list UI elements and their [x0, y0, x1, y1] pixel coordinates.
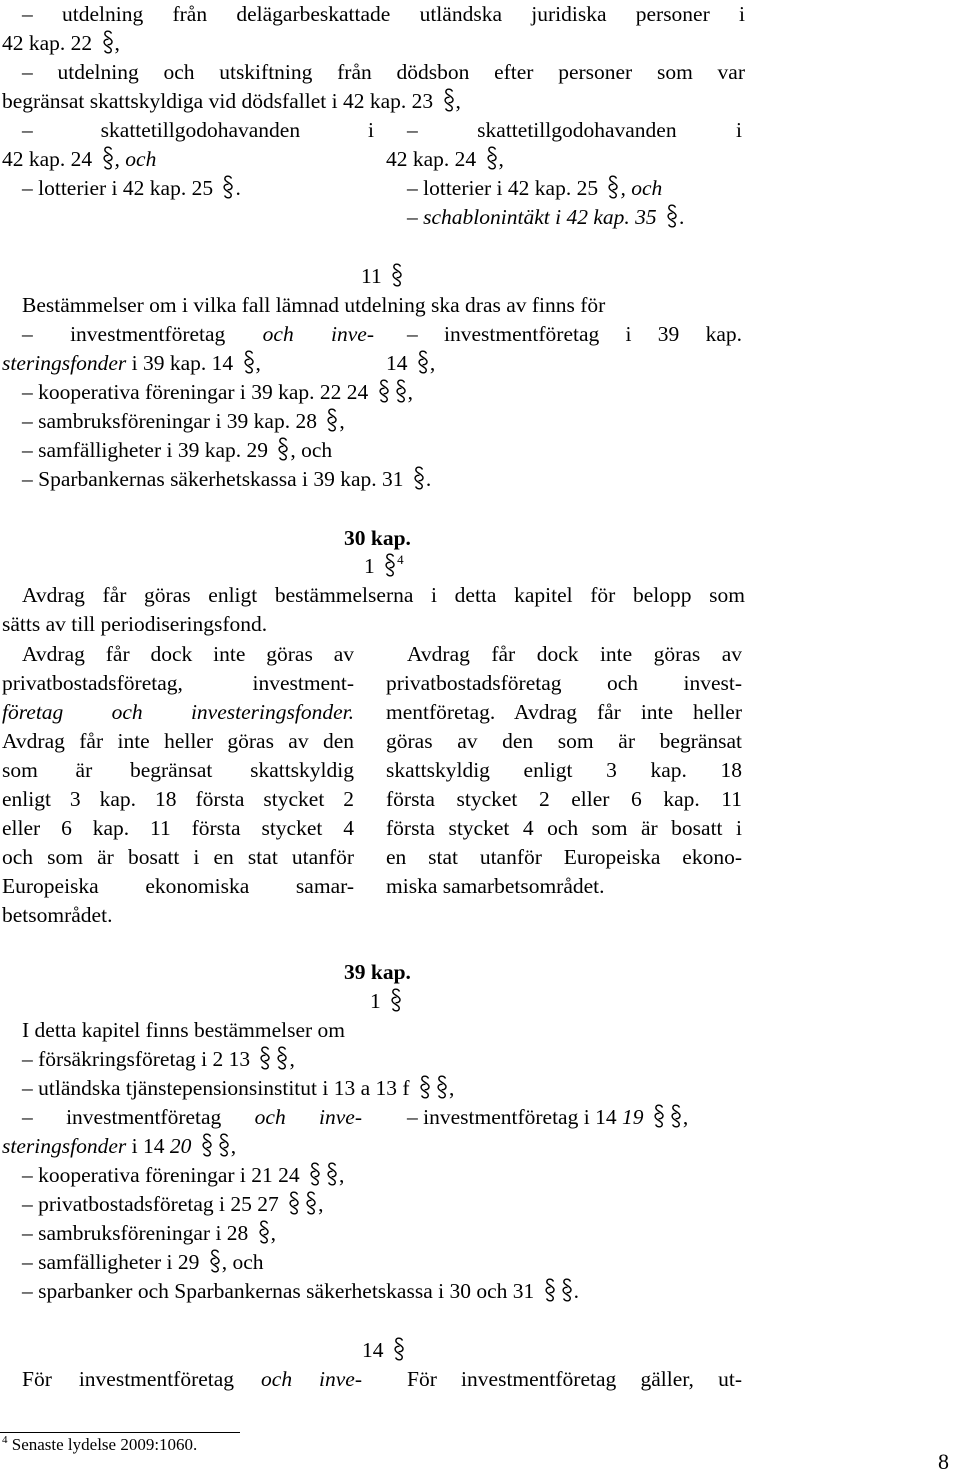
chapter-39-title: 39 kap. [344, 960, 411, 984]
section-14-right: För investmentföretag gäller, ut- [407, 1367, 742, 1391]
right-line-7: – lotterier i 42 kap. 25 , och [407, 176, 663, 200]
section-sign-icon [208, 1249, 222, 1273]
section-sign-icon [257, 1220, 271, 1244]
section-sign-icon [276, 437, 290, 461]
c30-left-line-7: eller 6 kap. 11 första stycket 4 [2, 816, 354, 840]
c30-left-line-10: betsområdet. [2, 903, 113, 927]
section-sign-icon [606, 175, 620, 199]
c30-right-line-9: miska samarbetsområdet. [386, 874, 605, 898]
section-sign-icon [325, 1162, 339, 1186]
section-sign-icon [101, 30, 115, 54]
section-11-left-b: steringsfonder i 39 kap. 14 , [2, 351, 261, 375]
section-sign-icon [325, 408, 339, 432]
footnote-number: 4 [2, 1434, 8, 1446]
chapter-39-left-a: – investmentföretag och inve- [22, 1105, 363, 1129]
section-sign-icon [543, 1278, 557, 1302]
c30-right-line-2: privatbostadsföretag och invest- [386, 671, 742, 695]
section-11-item-4: – Sparbankernas säkerhetskassa i 39 kap. 31 . [22, 467, 432, 491]
c30-left-line-2: privatbostadsföretag, investment- [2, 671, 354, 695]
c30-left-line-5: som är begränsat skattskyldig [2, 758, 354, 782]
chapter-39-section: 1 [370, 987, 403, 1016]
section-sign-icon [308, 1162, 322, 1186]
chapter-39-item-6: – samfälligheter i 29 , och [22, 1250, 264, 1274]
section-sign-icon [390, 263, 404, 287]
chapter-39-item-3: – kooperativa föreningar i 21 24 , [22, 1163, 345, 1187]
section-sign-icon [652, 1104, 666, 1128]
section-14-left: För investmentföretag och inve- [22, 1367, 363, 1391]
c30-left-line-8: och som är bosatt i en stat utanför [2, 845, 354, 869]
section-sign-icon [287, 1191, 301, 1215]
section-sign-icon [221, 175, 235, 199]
section-sign-icon [200, 1133, 214, 1157]
top-line-2: 42 kap. 22 , [2, 31, 120, 55]
top-line-3: – utdelning och utskiftning från dödsbon efter personer som var [22, 60, 745, 84]
section-sign-icon [394, 379, 408, 403]
section-sign-icon [304, 1191, 318, 1215]
right-line-8: – schablonintäkt i 42 kap. 35 . [407, 205, 685, 229]
section-sign-icon [383, 553, 397, 577]
c30-right-line-3: mentföretag. Avdrag får inte heller [386, 700, 742, 724]
c30-right-line-5: skattskyldig enligt 3 kap. 18 [386, 758, 742, 782]
section-sign-icon [392, 1337, 406, 1361]
section-11-right-b: 14 , [386, 351, 436, 375]
chapter-39-item-4: – privatbostadsföretag i 25 27 , [22, 1192, 324, 1216]
section-14-heading: 14 [362, 1336, 406, 1365]
chapter-30-section: 1 $^4$ [364, 552, 404, 578]
c30-left-line-9: Europeiska ekonomiska samar- [2, 874, 354, 898]
c30-right-line-8: en stat utanför Europeiska ekono- [386, 845, 742, 869]
section-sign-icon [377, 379, 391, 403]
page-number: 8 [938, 1449, 949, 1474]
chapter-39-item-5: – sambruksföreningar i 28 , [22, 1221, 277, 1245]
section-11-right-a: – investmentföretag i 39 kap. [407, 322, 742, 346]
right-line-5: – skattetillgodohavanden i [407, 118, 742, 142]
section-sign-icon [442, 88, 456, 112]
section-11-item-3: – samfälligheter i 39 kap. 29 , och [22, 438, 333, 462]
chapter-39-item-2: – utländska tjänstepensionsinstitut i 13 a 13 f , [22, 1076, 455, 1100]
section-sign-icon [560, 1278, 574, 1302]
chapter-30-title: 30 kap. [344, 526, 411, 550]
c30-left-line-6: enligt 3 kap. 18 första stycket 2 [2, 787, 354, 811]
c30-right-line-6: första stycket 2 eller 6 kap. 11 [386, 787, 742, 811]
footnote-rule [0, 1432, 240, 1433]
top-line-1: – utdelning från delägarbeskattade utländska juridiska personer i [22, 2, 745, 26]
left-line-7: – lotterier i 42 kap. 25 . [22, 176, 241, 200]
chapter-30-p1-line-1: Avdrag får göras enligt bestämmelserna i detta kapitel för belopp som [22, 583, 745, 607]
section-sign-icon [389, 988, 403, 1012]
section-sign-icon [258, 1046, 272, 1070]
left-line-6: 42 kap. 24 , och [2, 147, 157, 171]
c30-left-line-3: företag och investeringsfonder. [2, 700, 354, 724]
right-line-6: 42 kap. 24 , [386, 147, 504, 171]
section-sign-icon [217, 1133, 231, 1157]
section-sign-icon [275, 1046, 289, 1070]
section-sign-icon [435, 1075, 449, 1099]
chapter-39-item-7: – sparbanker och Sparbankernas säkerhetskassa i 30 och 31 . [22, 1279, 580, 1303]
c30-right-line-7: första stycket 4 och som är bosatt i [386, 816, 742, 840]
section-11-intro: Bestämmelser om i vilka fall lämnad utdelning ska dras av finns för [22, 293, 606, 317]
c30-right-line-4: göras av den som är begränsat [386, 729, 742, 753]
section-sign-icon [485, 146, 499, 170]
chapter-39-left-b: steringsfonder i 14 20 , [2, 1134, 237, 1158]
top-line-4: begränsat skattskyldiga vid dödsfallet i 42 kap. 23 , [2, 89, 461, 113]
section-sign-icon [412, 466, 426, 490]
footnote-ref: 4 [397, 552, 404, 567]
footnote: $^4$ Senaste lydelse 2009:1060. [2, 1434, 198, 1454]
c30-left-line-4: Avdrag får inte heller göras av den [2, 729, 354, 753]
section-11-item-1: – kooperativa föreningar i 39 kap. 22 24 , [22, 380, 414, 404]
section-sign-icon [665, 204, 679, 228]
left-line-5: – skattetillgodohavanden i [22, 118, 374, 142]
section-sign-icon [101, 146, 115, 170]
chapter-39-right-a: – investmentföretag i 14 19 , [407, 1105, 689, 1129]
c30-right-line-1: Avdrag får dock inte göras av [407, 642, 742, 666]
chapter-30-p1-line-2: sätts av till periodiseringsfond. [2, 612, 268, 636]
c30-left-line-1: Avdrag får dock inte göras av [22, 642, 354, 666]
section-11-heading: 11 [361, 262, 404, 291]
section-sign-icon [418, 1075, 432, 1099]
section-11-item-2: – sambruksföreningar i 39 kap. 28 , [22, 409, 345, 433]
chapter-39-intro: I detta kapitel finns bestämmelser om [22, 1018, 346, 1042]
section-sign-icon [669, 1104, 683, 1128]
section-sign-icon [416, 350, 430, 374]
section-11-left-a: – investmentföretag och inve- [22, 322, 375, 346]
chapter-39-item-1: – försäkringsföretag i 2 13 , [22, 1047, 295, 1071]
section-sign-icon [242, 350, 256, 374]
